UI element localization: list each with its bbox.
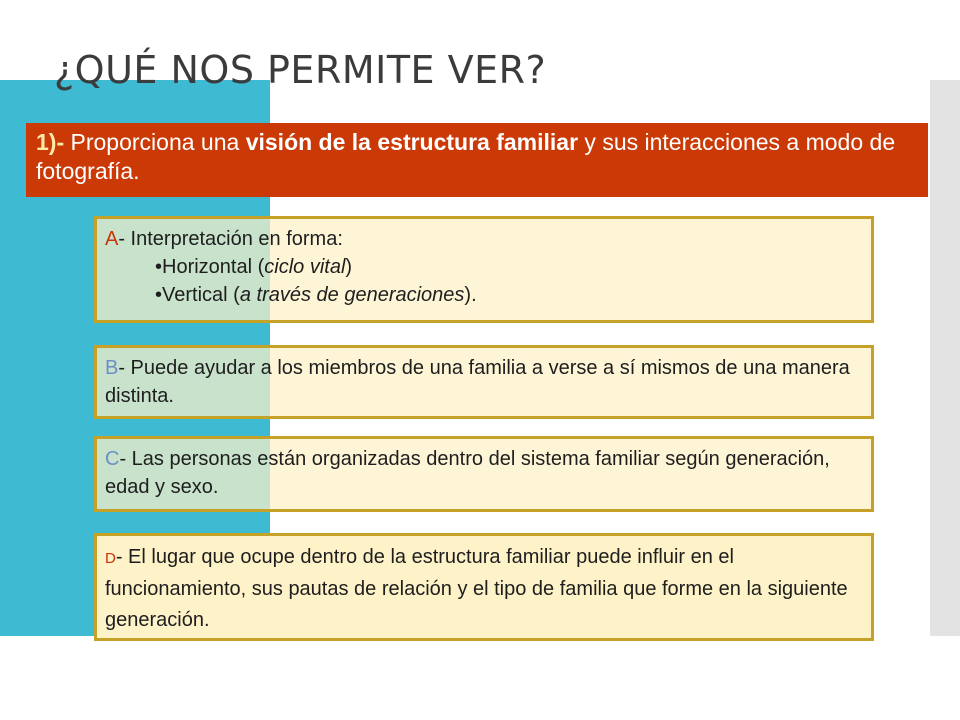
point-1-banner <box>26 123 928 197</box>
box-d-text: - El lugar que ocupe dentro de la estructura familiar puede influir en el funcionamiento, sus pautas de relación y el tipo de familia que forme en la siguiente generación. <box>105 546 848 631</box>
item-text: Vertical ( <box>162 284 240 306</box>
banner-text-1: Proporciona una <box>64 129 246 155</box>
gray-side-strip <box>930 80 960 636</box>
item-text-end: ). <box>464 284 477 306</box>
box-a-heading-text: - Interpretación en forma: <box>118 228 343 250</box>
box-d <box>94 533 874 641</box>
box-a-item-horizontal <box>105 253 863 281</box>
banner-bold-text: visión de la estructura familiar <box>245 129 579 155</box>
box-b <box>94 345 874 419</box>
box-c-letter: C <box>105 448 120 470</box>
box-d-letter: D <box>105 550 116 567</box>
box-b-letter: B <box>105 357 119 379</box>
item-text-end: ) <box>345 256 353 278</box>
bullet: • <box>155 256 163 278</box>
box-c-text: - Las personas están organizadas dentro del sistema familiar según generación, edad y sexo. <box>105 448 830 498</box>
box-a-heading <box>105 225 863 253</box>
box-c <box>94 436 874 512</box>
box-a-item-vertical <box>105 281 863 309</box>
item-italic: a través de generaciones <box>239 284 465 306</box>
item-text: Horizontal ( <box>162 256 265 278</box>
box-a-letter: A <box>105 228 119 250</box>
item-italic: ciclo vital <box>264 256 346 278</box>
banner-text-2: y sus interacciones a modo de fotografía. <box>36 129 896 184</box>
bullet: • <box>155 284 163 306</box>
box-a <box>94 216 874 323</box>
box-b-text: - Puede ayudar a los miembros de una familia a verse a sí mismos de una manera distinta. <box>105 357 850 407</box>
slide-title: ¿QUÉ NOS PERMITE VER? <box>54 48 547 92</box>
point-number: 1)- <box>36 129 65 155</box>
